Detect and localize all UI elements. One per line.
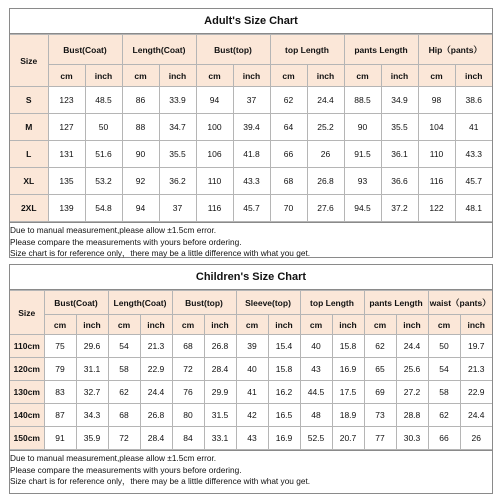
children-table-cell: 19.7	[460, 335, 492, 358]
adult-unit-header-inch: inch	[455, 65, 492, 87]
adult-table-cell: 34.7	[159, 114, 196, 141]
adult-unit-header-inch: inch	[307, 65, 344, 87]
adult-table-cell: 62	[270, 87, 307, 114]
children-table-cell: 72	[172, 358, 204, 381]
children-size-table	[10, 290, 492, 450]
children-table-cell: 58	[428, 381, 460, 404]
children-table-cell: 39	[236, 335, 268, 358]
adult-table-cell: 68	[270, 168, 307, 195]
adult-table-cell: 38.6	[455, 87, 492, 114]
adult-table-cell: 45.7	[233, 195, 270, 222]
children-table-cell: 24.4	[396, 335, 428, 358]
children-table-cell: 25.6	[396, 358, 428, 381]
adult-unit-header-inch: inch	[159, 65, 196, 87]
adult-table-cell: 93	[344, 168, 381, 195]
adult-unit-header-cm: cm	[270, 65, 307, 87]
children-measure-header: Sleeve(top)	[236, 291, 300, 315]
children-table-cell: 66	[428, 427, 460, 450]
children-table-cell: 26.8	[140, 404, 172, 427]
adult-size-label: L	[10, 141, 48, 168]
children-table-cell: 48	[300, 404, 332, 427]
children-unit-header-cm: cm	[236, 315, 268, 335]
children-table-cell: 43	[236, 427, 268, 450]
adult-table-cell: 35.5	[381, 114, 418, 141]
children-size-chart	[9, 264, 493, 494]
adult-unit-header-row	[10, 65, 492, 87]
children-table-body	[10, 335, 492, 450]
adult-unit-header-inch: inch	[85, 65, 122, 87]
adult-size-label: M	[10, 114, 48, 141]
adult-table-cell: 45.7	[455, 168, 492, 195]
adult-table-cell: 24.4	[307, 87, 344, 114]
children-unit-header-inch: inch	[268, 315, 300, 335]
adult-unit-header-inch: inch	[381, 65, 418, 87]
children-table-cell: 75	[44, 335, 76, 358]
children-table-cell: 54	[108, 335, 140, 358]
adult-table-cell: 135	[48, 168, 85, 195]
children-table-cell: 16.2	[268, 381, 300, 404]
children-table-cell: 15.8	[332, 335, 364, 358]
adult-table-cell: 98	[418, 87, 455, 114]
children-table-cell: 52.5	[300, 427, 332, 450]
children-size-label: 130cm	[10, 381, 44, 404]
adult-unit-header-cm: cm	[48, 65, 85, 87]
adult-notes	[10, 222, 492, 260]
adult-unit-header-cm: cm	[418, 65, 455, 87]
adult-table-cell: 70	[270, 195, 307, 222]
adult-table-cell: 41.8	[233, 141, 270, 168]
children-table-cell: 34.3	[76, 404, 108, 427]
children-table-row	[10, 358, 492, 381]
children-table-cell: 28.8	[396, 404, 428, 427]
children-table-cell: 26.8	[204, 335, 236, 358]
adult-unit-header-cm: cm	[196, 65, 233, 87]
adult-table-row	[10, 141, 492, 168]
adult-table-cell: 26.8	[307, 168, 344, 195]
children-table-cell: 27.2	[396, 381, 428, 404]
adult-table-cell: 54.8	[85, 195, 122, 222]
adult-table-cell: 64	[270, 114, 307, 141]
children-measure-header: pants Length	[364, 291, 428, 315]
adult-note-line: Please compare the measurements with yours before ordering.	[10, 236, 242, 247]
children-notes	[10, 450, 492, 488]
adult-measure-header: Bust(Coat)	[48, 35, 122, 65]
children-chart-title: Children's Size Chart	[10, 265, 492, 290]
adult-table-cell: 36.6	[381, 168, 418, 195]
adult-table-cell: 48.1	[455, 195, 492, 222]
adult-table-cell: 36.2	[159, 168, 196, 195]
adult-table-cell: 37	[159, 195, 196, 222]
adult-table-cell: 123	[48, 87, 85, 114]
adult-chart-title: Adult's Size Chart	[10, 9, 492, 34]
children-table-cell: 21.3	[460, 358, 492, 381]
children-unit-header-inch: inch	[140, 315, 172, 335]
adult-table-cell: 131	[48, 141, 85, 168]
children-unit-header-cm: cm	[108, 315, 140, 335]
children-unit-header-cm: cm	[172, 315, 204, 335]
children-unit-header-cm: cm	[44, 315, 76, 335]
adult-measure-header: Hip（pants）	[418, 35, 492, 65]
children-table-cell: 91	[44, 427, 76, 450]
children-unit-header-row	[10, 315, 492, 335]
children-table-row	[10, 381, 492, 404]
children-table-cell: 76	[172, 381, 204, 404]
children-measure-header: Bust(Coat)	[44, 291, 108, 315]
children-table-cell: 21.3	[140, 335, 172, 358]
children-table-cell: 30.3	[396, 427, 428, 450]
adult-size-header: Size	[10, 35, 48, 87]
adult-table-cell: 25.2	[307, 114, 344, 141]
children-size-label: 110cm	[10, 335, 44, 358]
adult-note-line: Due to manual measurement,please allow ±1.5cm error.	[10, 225, 217, 235]
children-table-cell: 65	[364, 358, 396, 381]
children-table-cell: 44.5	[300, 381, 332, 404]
children-note-line: Size chart is for reference only，there may be a little difference with what you get.	[10, 476, 311, 486]
adult-size-label: S	[10, 87, 48, 114]
adult-table-cell: 35.5	[159, 141, 196, 168]
children-table-cell: 69	[364, 381, 396, 404]
children-table-cell: 33.1	[204, 427, 236, 450]
children-table-cell: 40	[236, 358, 268, 381]
children-table-cell: 16.9	[332, 358, 364, 381]
children-table-cell: 22.9	[140, 358, 172, 381]
adult-size-table	[10, 34, 492, 222]
children-table-cell: 43	[300, 358, 332, 381]
children-table-cell: 58	[108, 358, 140, 381]
children-size-label: 120cm	[10, 358, 44, 381]
adult-table-cell: 33.9	[159, 87, 196, 114]
children-table-cell: 15.4	[268, 335, 300, 358]
adult-measure-header: top Length	[270, 35, 344, 65]
children-unit-header-cm: cm	[428, 315, 460, 335]
children-unit-header-inch: inch	[204, 315, 236, 335]
adult-table-cell: 116	[418, 168, 455, 195]
children-table-cell: 40	[300, 335, 332, 358]
adult-table-cell: 26	[307, 141, 344, 168]
children-measure-header: Bust(top)	[172, 291, 236, 315]
adult-table-row	[10, 195, 492, 222]
children-note-line: Due to manual measurement,please allow ±1.5cm error.	[10, 453, 217, 463]
adult-table-cell: 90	[344, 114, 381, 141]
adult-table-cell: 116	[196, 195, 233, 222]
children-table-cell: 17.5	[332, 381, 364, 404]
adult-table-row	[10, 168, 492, 195]
children-table-cell: 54	[428, 358, 460, 381]
children-table-cell: 62	[364, 335, 396, 358]
adult-table-cell: 50	[85, 114, 122, 141]
adult-table-cell: 122	[418, 195, 455, 222]
children-table-cell: 73	[364, 404, 396, 427]
children-table-cell: 62	[108, 381, 140, 404]
children-unit-header-cm: cm	[300, 315, 332, 335]
adult-table-cell: 90	[122, 141, 159, 168]
adult-table-body	[10, 87, 492, 222]
adult-size-label: 2XL	[10, 195, 48, 222]
adult-table-cell: 94	[196, 87, 233, 114]
adult-table-cell: 110	[418, 141, 455, 168]
children-unit-header-inch: inch	[460, 315, 492, 335]
children-table-cell: 15.8	[268, 358, 300, 381]
adult-size-label: XL	[10, 168, 48, 195]
adult-table-cell: 43.3	[233, 168, 270, 195]
children-table-cell: 20.7	[332, 427, 364, 450]
adult-unit-header-cm: cm	[344, 65, 381, 87]
adult-measure-header: Length(Coat)	[122, 35, 196, 65]
children-table-cell: 28.4	[204, 358, 236, 381]
children-unit-header-cm: cm	[364, 315, 396, 335]
children-table-cell: 22.9	[460, 381, 492, 404]
adult-table-cell: 127	[48, 114, 85, 141]
children-table-cell: 79	[44, 358, 76, 381]
adult-table-cell: 37.2	[381, 195, 418, 222]
children-note-line: Please compare the measurements with yours before ordering.	[10, 464, 242, 475]
children-table-cell: 83	[44, 381, 76, 404]
adult-measure-header: Bust(top)	[196, 35, 270, 65]
children-table-cell: 24.4	[140, 381, 172, 404]
children-table-cell: 31.1	[76, 358, 108, 381]
adult-table-cell: 139	[48, 195, 85, 222]
adult-table-cell: 91.5	[344, 141, 381, 168]
adult-table-cell: 88.5	[344, 87, 381, 114]
children-table-cell: 77	[364, 427, 396, 450]
adult-table-row	[10, 87, 492, 114]
adult-table-cell: 51.6	[85, 141, 122, 168]
children-table-cell: 29.6	[76, 335, 108, 358]
children-table-cell: 68	[172, 335, 204, 358]
children-table-row	[10, 427, 492, 450]
children-size-label: 140cm	[10, 404, 44, 427]
children-table-cell: 62	[428, 404, 460, 427]
adult-table-cell: 43.3	[455, 141, 492, 168]
children-measure-header: top Length	[300, 291, 364, 315]
adult-table-cell: 100	[196, 114, 233, 141]
children-table-cell: 24.4	[460, 404, 492, 427]
children-table-row	[10, 335, 492, 358]
children-table-cell: 26	[460, 427, 492, 450]
children-table-cell: 84	[172, 427, 204, 450]
children-table-cell: 72	[108, 427, 140, 450]
adult-table-cell: 94	[122, 195, 159, 222]
children-size-header: Size	[10, 291, 44, 335]
adult-table-cell: 92	[122, 168, 159, 195]
children-measure-header: waist（pants）	[428, 291, 492, 315]
adult-table-cell: 86	[122, 87, 159, 114]
children-table-cell: 35.9	[76, 427, 108, 450]
children-unit-header-inch: inch	[76, 315, 108, 335]
adult-table-cell: 53.2	[85, 168, 122, 195]
children-unit-header-inch: inch	[396, 315, 428, 335]
adult-measure-header: pants Length	[344, 35, 418, 65]
children-table-cell: 50	[428, 335, 460, 358]
adult-table-cell: 66	[270, 141, 307, 168]
adult-table-cell: 39.4	[233, 114, 270, 141]
children-table-cell: 80	[172, 404, 204, 427]
adult-table-cell: 110	[196, 168, 233, 195]
adult-unit-header-cm: cm	[122, 65, 159, 87]
adult-table-cell: 104	[418, 114, 455, 141]
adult-table-cell: 94.5	[344, 195, 381, 222]
adult-table-cell: 36.1	[381, 141, 418, 168]
adult-table-cell: 37	[233, 87, 270, 114]
children-size-label: 150cm	[10, 427, 44, 450]
adult-table-cell: 41	[455, 114, 492, 141]
adult-table-cell: 48.5	[85, 87, 122, 114]
children-table-cell: 16.9	[268, 427, 300, 450]
children-table-cell: 41	[236, 381, 268, 404]
adult-unit-header-inch: inch	[233, 65, 270, 87]
adult-table-cell: 27.6	[307, 195, 344, 222]
children-table-cell: 29.9	[204, 381, 236, 404]
children-measure-header-row	[10, 291, 492, 315]
children-table-cell: 16.5	[268, 404, 300, 427]
children-table-cell: 42	[236, 404, 268, 427]
adult-table-cell: 88	[122, 114, 159, 141]
children-table-cell: 32.7	[76, 381, 108, 404]
adult-table-cell: 106	[196, 141, 233, 168]
adult-measure-header-row	[10, 35, 492, 65]
adult-table-cell: 34.9	[381, 87, 418, 114]
children-measure-header: Length(Coat)	[108, 291, 172, 315]
children-unit-header-inch: inch	[332, 315, 364, 335]
adult-table-row	[10, 114, 492, 141]
children-table-cell: 28.4	[140, 427, 172, 450]
children-table-row	[10, 404, 492, 427]
children-table-cell: 68	[108, 404, 140, 427]
children-table-cell: 31.5	[204, 404, 236, 427]
children-table-cell: 87	[44, 404, 76, 427]
adult-note-line: Size chart is for reference only，there may be a little difference with what you get.	[10, 248, 311, 258]
adult-size-chart	[9, 8, 493, 258]
children-table-cell: 18.9	[332, 404, 364, 427]
